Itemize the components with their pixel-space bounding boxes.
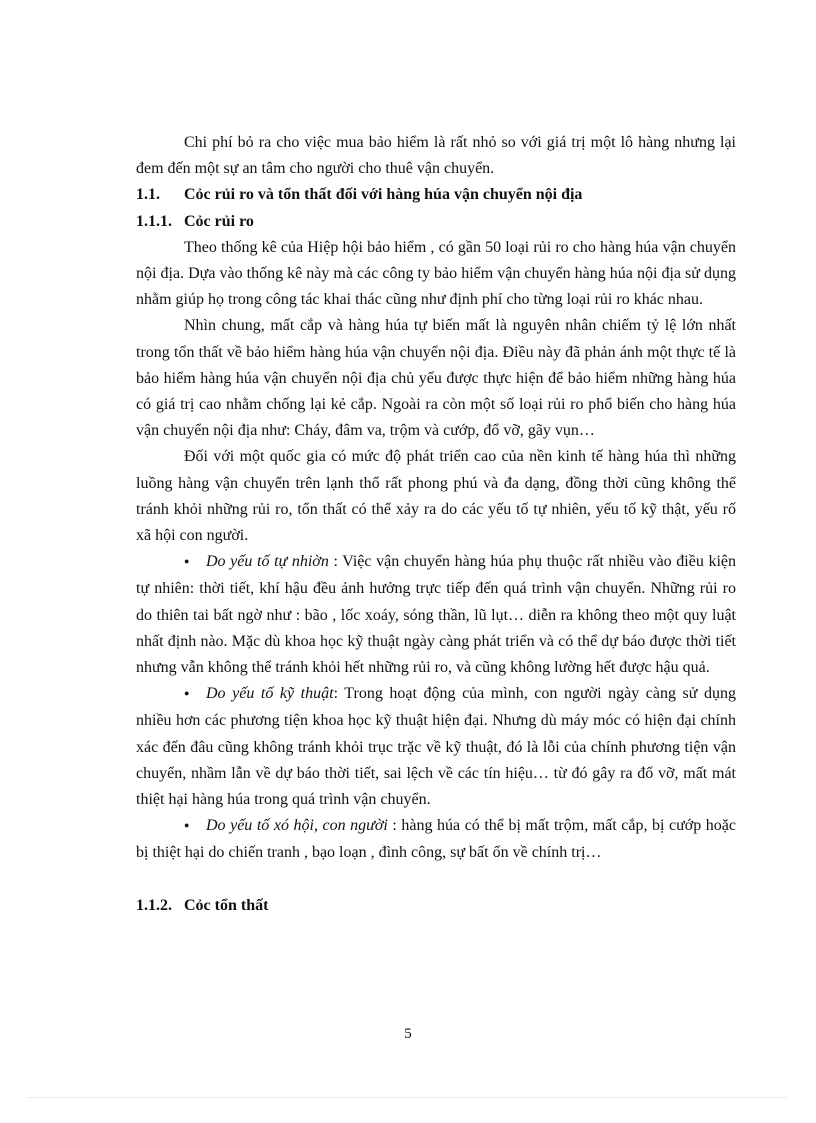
heading-number: 1.1. — [136, 186, 160, 204]
bullet-icon — [184, 681, 206, 708]
footer-divider — [28, 1097, 788, 1098]
spacer — [136, 867, 736, 893]
paragraph-country: Đối với một quốc gia có mức độ phát triển cao của nền kinh tế hàng húa thì những luồng hàng vận chuyển trên lạnh thổ rất phong phú và đa dạng, đồng thời cũng không thể tránh khỏi những rủi ro, tổn thất có thể xảy ra do các yếu tố tự nhiên, yếu tố kỹ thật, yếu rố xã hội con người. — [136, 448, 736, 545]
page-number: 5 — [404, 1026, 412, 1042]
bullet-icon — [184, 549, 206, 576]
bullet-text: : hàng húa có thể bị mất trộm, mất cắp, bị cướp hoặc bị thiệt hại do chiến tranh , bạo loạn , đình công, sự bất ổn về chính trị… — [136, 817, 737, 862]
bullet-icon — [184, 813, 206, 840]
bullet-text: : Việc vận chuyển hàng húa phụ thuộc rất nhiều vào điều kiện tự nhiên: thời tiết, khí hậu đều ảnh hưởng trực tiếp đến quá trình vận chuyển. Những rủi ro do thiên tai bất ngờ như : bão , lốc xoáy, sóng thần, lũ lụt… diễn ra không theo một quy luật nhất định nào. Mặc dù khoa học kỹ thuật ngày càng phát triển và có thể dự báo được thời tiết nhưng vẫn không thể tránh khỏi hết những rủi ro, và cũng không lường hết được hậu quả. — [136, 553, 737, 677]
heading-text: Cỏc tổn thất — [184, 896, 269, 914]
bullet-item-nature — [136, 549, 736, 681]
paragraph-intro: Chi phí bỏ ra cho việc mua bảo hiểm là rất nhỏ so với giá trị một lô hàng nhưng lại đem đến một sự an tâm cho người cho thuê vận chuyển. — [136, 134, 736, 178]
heading-text: Cỏc rủi ro — [184, 212, 254, 230]
heading-number: 1.1.1. — [136, 212, 172, 230]
paragraph-stats: Theo thống kê của Hiệp hội bảo hiểm , có gần 50 loại rủi ro cho hàng húa vận chuyển nội địa. Dựa vào thống kê này mà các công ty bảo hiểm vận chuyển hàng húa nội địa sử dụng nhằm giúp họ trong công tác khai thác cũng như định phí cho từng loại rủi ro khác nhau. — [136, 238, 736, 309]
heading-1-1 — [136, 182, 736, 208]
page-body — [136, 130, 736, 919]
heading-1-1-2 — [136, 893, 736, 919]
heading-text: Cỏc rủi ro và tổn thất đối với hàng húa vận chuyển nội địa — [184, 186, 583, 204]
paragraph-general: Nhìn chung, mất cắp và hàng húa tự biến mất là nguyên nhân chiếm tỷ lệ lớn nhất trong tổn thất về bảo hiểm hàng húa vận chuyển nội địa. Điều này đã phản ánh một thực tế là bảo hiểm hàng húa vận chuyển nội địa chủ yếu được thực hiện để bảo hiểm những hàng húa có giá trị cao nhằm chống lại kẻ cắp. Ngoài ra còn một số loại rủi ro phổ biến cho hàng húa vận chuyển nội địa như: Cháy, đâm va, trộm và cướp, đổ vỡ, gãy vụn… — [136, 317, 736, 440]
bullet-label: Do yếu tố tự nhiờn — [206, 553, 329, 571]
bullet-item-social — [136, 813, 736, 866]
bullet-label: Do yếu tố xó hội, con người — [206, 817, 388, 835]
heading-number: 1.1.2. — [136, 896, 172, 914]
bullet-item-technical — [136, 681, 736, 813]
bullet-text: : Trong hoạt động của mình, con người ngày càng sử dụng nhiều hơn các phương tiện khoa học kỹ thuật hiện đại. Nhưng dù máy móc có hiện đại chính xác đến đâu cũng không tránh khỏi trục trặc về kỹ thuật, đó là lỗi của chính phương tiện vận chuyển, nhầm lẫn về dự báo thời tiết, sai lệch về các tín hiệu… từ đó gây ra đổ vỡ, mất mát thiệt hại hàng húa trong quá trình vận chuyển. — [136, 685, 737, 809]
bullet-label: Do yếu tố kỹ thuật — [206, 685, 334, 703]
heading-1-1-1 — [136, 209, 736, 235]
